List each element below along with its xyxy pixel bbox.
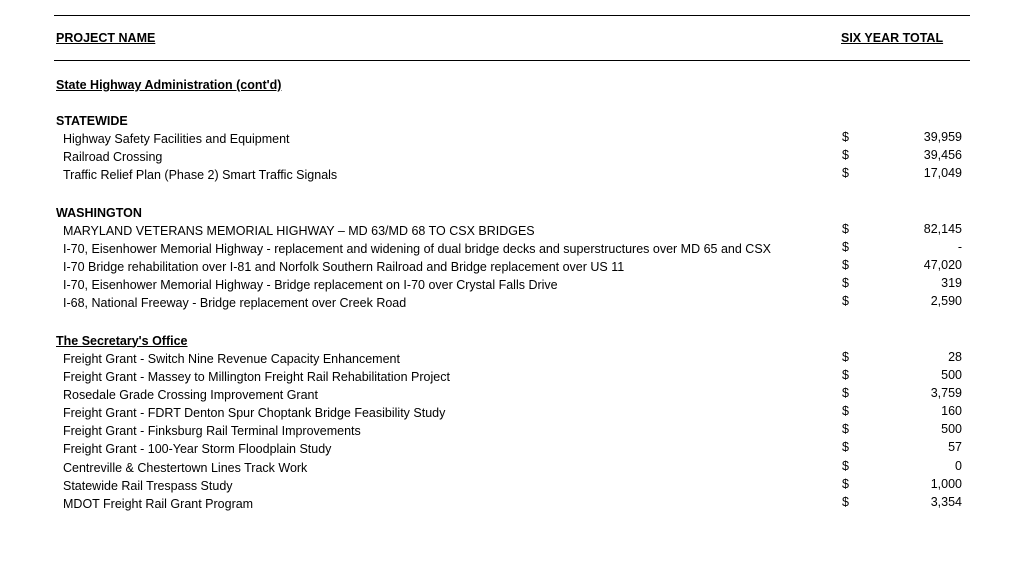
section-title-washington: WASHINGTON [56, 205, 142, 220]
section-washington [0, 204, 1024, 313]
table-row [0, 240, 1024, 258]
currency-symbol: $ [842, 276, 849, 291]
currency-symbol: $ [842, 385, 849, 400]
project-total: 17,049 [923, 166, 962, 181]
currency-symbol: $ [842, 404, 849, 419]
top-rule [54, 15, 970, 16]
project-name: Centreville & Chestertown Lines Track Work [63, 460, 308, 475]
project-name: Statewide Rail Trespass Study [63, 478, 233, 493]
project-name: Railroad Crossing [63, 150, 163, 165]
currency-symbol: $ [842, 458, 849, 473]
table-row [0, 477, 1024, 495]
project-name: Freight Grant - Finksburg Rail Terminal Improvements [63, 424, 361, 439]
currency-symbol: $ [842, 349, 849, 364]
project-total: 57 [948, 440, 962, 455]
table-row [0, 350, 1024, 368]
project-total: 500 [941, 367, 962, 382]
currency-symbol: $ [842, 294, 849, 309]
project-total: 3,759 [930, 385, 962, 400]
currency-symbol: $ [842, 239, 849, 254]
section-title-text: The Secretary's Office [56, 333, 188, 348]
spacer [0, 94, 1024, 112]
currency-symbol: $ [842, 166, 849, 181]
project-total: 2,590 [930, 294, 962, 309]
project-name: Freight Grant - Switch Nine Revenue Capacity Enhancement [63, 351, 400, 366]
currency-symbol: $ [842, 130, 849, 144]
project-total: - [957, 239, 962, 254]
table-row [0, 404, 1024, 422]
project-total: 319 [941, 276, 962, 291]
table-row [0, 368, 1024, 386]
header-rule [54, 60, 970, 61]
table-row [0, 294, 1024, 312]
project-total: 82,145 [923, 221, 962, 236]
project-total: 47,020 [923, 257, 962, 272]
table-row [0, 495, 1024, 513]
table-row [0, 386, 1024, 404]
column-header-project-name: PROJECT NAME [56, 31, 156, 45]
table-row [0, 258, 1024, 276]
currency-symbol: $ [842, 221, 849, 236]
project-name: Freight Grant - FDRT Denton Spur Choptank Bridge Feasibility Study [63, 406, 446, 421]
project-name: MDOT Freight Rail Grant Program [63, 497, 254, 511]
project-total: 3,354 [930, 495, 962, 509]
project-name: Rosedale Grade Crossing Improvement Grant [63, 387, 318, 402]
table-row [0, 276, 1024, 294]
spacer [0, 313, 1024, 332]
project-total: 500 [941, 422, 962, 437]
project-name: Traffic Relief Plan (Phase 2) Smart Traffic Signals [63, 168, 338, 183]
currency-symbol: $ [842, 476, 849, 491]
table-row [0, 222, 1024, 240]
project-name: MARYLAND VETERANS MEMORIAL HIGHWAY – MD 63/MD 68 TO CSX BRIDGES [63, 223, 535, 238]
project-name: Highway Safety Facilities and Equipment [63, 132, 290, 146]
section-statewide [0, 112, 1024, 185]
project-name: I-70, Eisenhower Memorial Highway - Bridge replacement on I-70 over Crystal Falls Drive [63, 278, 558, 293]
table-row [0, 422, 1024, 440]
table-row [0, 440, 1024, 458]
table-row [0, 148, 1024, 166]
currency-symbol: $ [842, 367, 849, 382]
project-name: I-70, Eisenhower Memorial Highway - replacement and widening of dual bridge decks and superstructures over MD 65 and CSX [63, 241, 771, 256]
project-total: 160 [941, 404, 962, 419]
table-row [0, 130, 1024, 148]
section-title-secretary-office [0, 332, 1024, 350]
project-total: 0 [955, 458, 962, 473]
project-name: Freight Grant - 100-Year Storm Floodplain Study [63, 442, 332, 457]
project-name: I-70 Bridge rehabilitation over I-81 and Norfolk Southern Railroad and Bridge replacement over US 11 [63, 259, 625, 274]
currency-symbol: $ [842, 148, 849, 163]
table-row [0, 459, 1024, 477]
currency-symbol: $ [842, 495, 849, 509]
currency-symbol: $ [842, 257, 849, 272]
project-name: Freight Grant - Massey to Millington Freight Rail Rehabilitation Project [63, 369, 450, 384]
column-header-six-year-total: SIX YEAR TOTAL [841, 31, 944, 45]
agency-title-text: State Highway Administration (cont'd) [56, 78, 282, 92]
section-secretary-office [0, 332, 1024, 514]
project-name: I-68, National Freeway - Bridge replacement over Creek Road [63, 296, 407, 311]
currency-symbol: $ [842, 440, 849, 455]
project-list [0, 76, 1024, 513]
project-total: 28 [948, 349, 962, 364]
spacer [0, 185, 1024, 204]
project-total: 1,000 [930, 476, 962, 491]
agency-title [0, 76, 1024, 94]
section-title-statewide: STATEWIDE [56, 114, 128, 128]
table-row [0, 166, 1024, 184]
project-total: 39,456 [923, 148, 962, 163]
project-total: 39,959 [923, 130, 962, 144]
currency-symbol: $ [842, 422, 849, 437]
